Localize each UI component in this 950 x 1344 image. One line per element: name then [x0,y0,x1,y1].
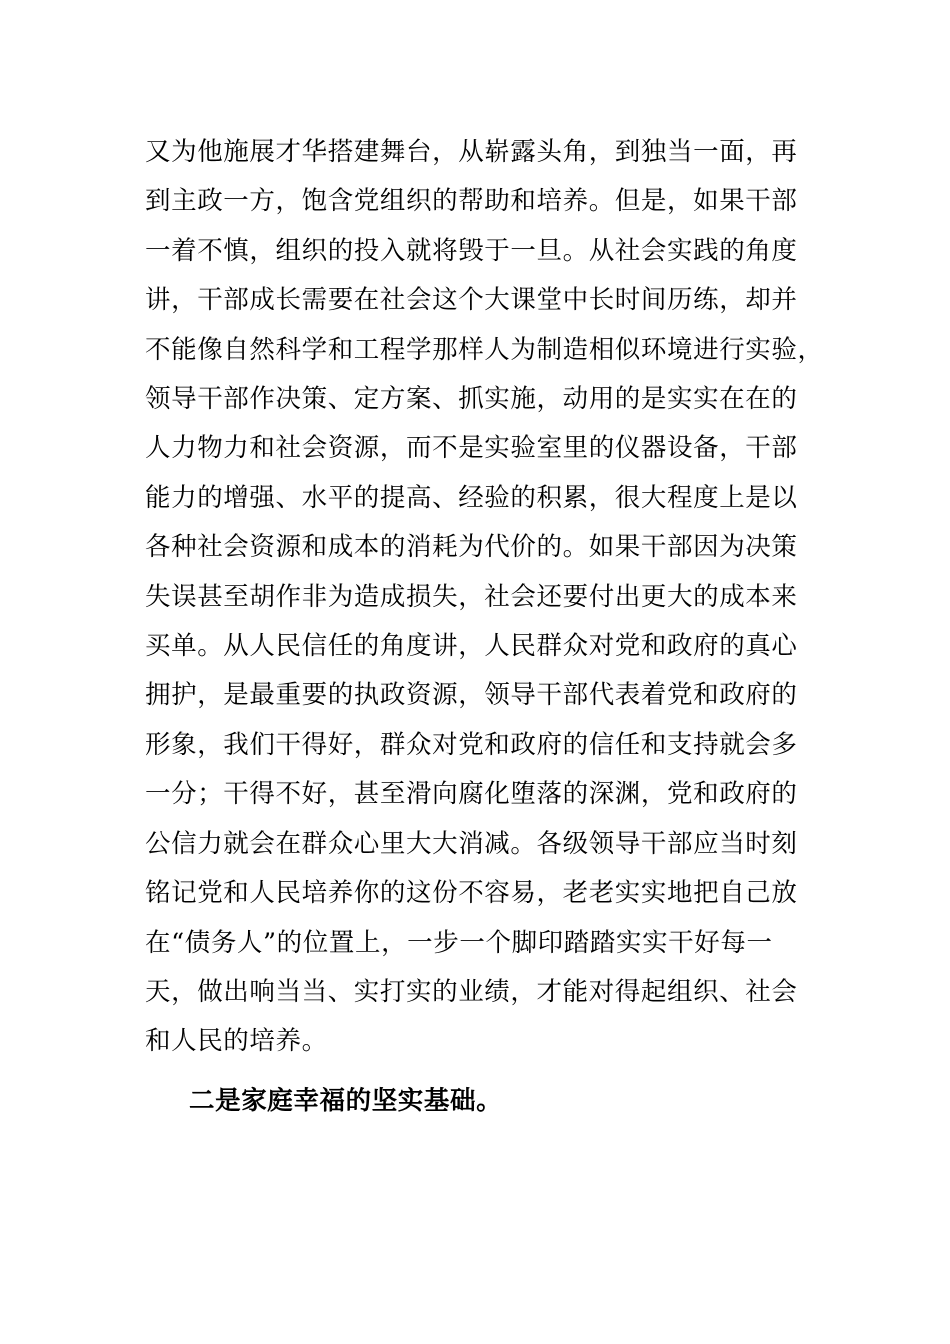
paragraph-line: 一着不慎，组织的投入就将毁于一旦。从社会实践的角度 [145,235,798,266]
paragraph-line: 能力的增强、水平的提高、经验的积累，很大程度上是以 [145,482,798,513]
paragraph-line: 各种社会资源和成本的消耗为代价的。如果干部因为决策 [145,532,798,563]
paragraph-line: 拥护，是最重要的执政资源，领导干部代表着党和政府的 [145,680,798,711]
paragraph-line: 铭记党和人民培养你的这份不容易，老老实实地把自己放 [145,878,798,909]
paragraph-line: 领导干部作决策、定方案、抓实施，动用的是实实在在的 [145,384,798,415]
paragraph-line: 和人民的培养。 [145,1026,328,1057]
section-heading: 二是家庭幸福的坚实基础。 [189,1086,503,1116]
paragraph-line: 到主政一方，饱含党组织的帮助和培养。但是，如果干部 [145,186,798,217]
paragraph-line: 不能像自然科学和工程学那样人为制造相似环境进行实验， [145,334,824,365]
paragraph-line: 在“债务人”的位置上，一步一个脚印踏踏实实干好每一 [145,927,773,958]
paragraph-line: 买单。从人民信任的角度讲，人民群众对党和政府的真心 [145,631,798,662]
paragraph-line: 又为他施展才华搭建舞台，从崭露头角，到独当一面，再 [145,137,798,167]
paragraph-line: 失误甚至胡作非为造成损失，社会还要付出更大的成本来 [145,581,798,612]
paragraph-line: 公信力就会在群众心里大大消减。各级领导干部应当时刻 [145,828,798,859]
paragraph-line: 形象，我们干得好，群众对党和政府的信任和支持就会多 [145,729,798,760]
paragraph-line: 一分；干得不好，甚至滑向腐化堕落的深渊，党和政府的 [145,779,798,810]
paragraph-line: 天，做出响当当、实打实的业绩，才能对得起组织、社会 [145,976,798,1007]
paragraph-line: 讲，干部成长需要在社会这个大课堂中长时间历练，却并 [145,285,798,316]
paragraph-line: 人力物力和社会资源，而不是实验室里的仪器设备，干部 [145,433,798,464]
body-paragraph [145,128,824,1067]
